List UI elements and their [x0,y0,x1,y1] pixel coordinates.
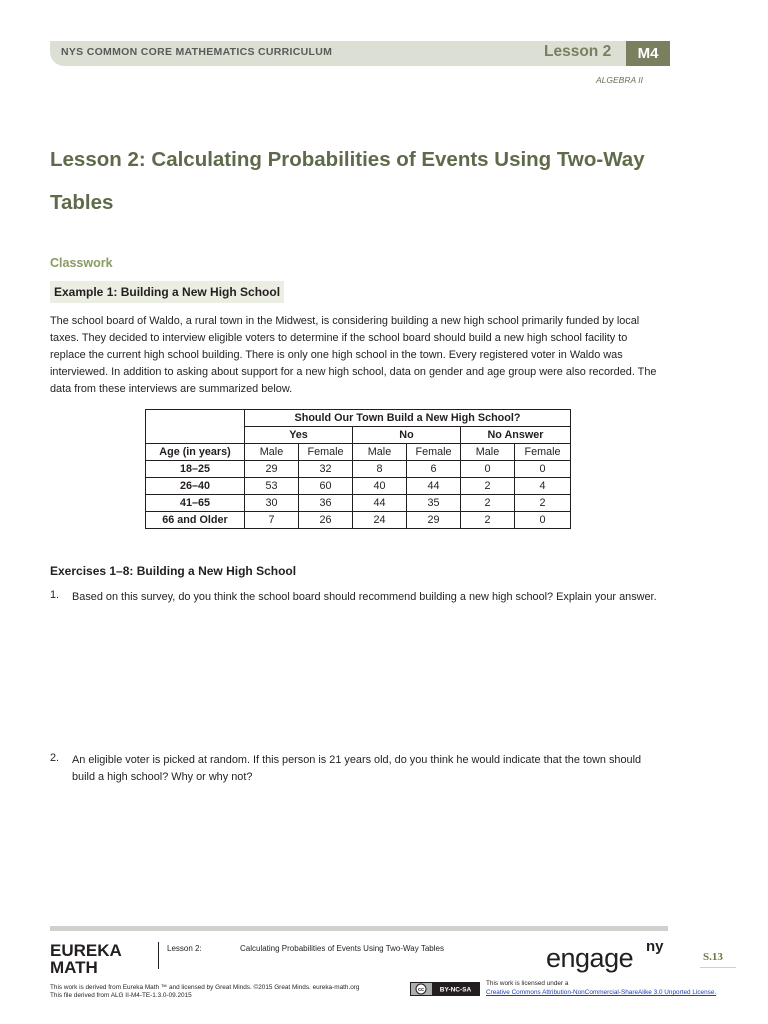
intro-paragraph: The school board of Waldo, a rural town in the Midwest, is considering building a new high school primarily funded by local taxes. They decided to interview eligible voters to determine if the school board should build a new high school facility to replace the current high school building. There is only one high school in the town. Every registered voter in Waldo was interviewed. In addition to asking about support for a new high school, data on gender and age group were also recorded. The data from these interviews are summarized below. [50,315,657,395]
page-title-line1: Lesson 2: Calculating Probabilities of Events Using Two-Way [50,148,645,171]
lesson-label: Lesson 2 [544,43,612,60]
engageny-sup: ny [646,938,664,955]
count-cell: 60 [299,478,353,495]
count-cell: 6 [407,461,461,478]
engageny-logo [546,943,633,974]
age-cell: 41–65 [146,495,245,512]
svg-text:MATH: MATH [50,958,98,975]
table-caption: Should Our Town Build a New High School? [245,410,571,427]
derived-notice-2: This file derived from ALG II-M4-TE-1.3.0-09.2015 [50,992,192,999]
count-cell: 0 [461,461,515,478]
count-cell: 7 [245,512,299,529]
footer-lesson-label: Lesson 2: [167,944,202,953]
count-cell: 0 [515,512,571,529]
survey-table [145,409,571,529]
count-cell: 29 [407,512,461,529]
footer-rule [50,926,668,931]
eureka-math-logo [50,941,130,975]
count-cell: 2 [515,495,571,512]
page-number: S.13 [703,951,723,963]
count-cell: 44 [353,495,407,512]
subheader: Female [515,444,571,461]
count-cell: 30 [245,495,299,512]
count-cell: 24 [353,512,407,529]
table-row [146,495,571,512]
footer-lesson-title: Calculating Probabilities of Events Using Two-Way Tables [240,944,444,953]
count-cell: 32 [299,461,353,478]
count-cell: 2 [461,495,515,512]
page-title [50,138,670,224]
page-number-rule [700,967,736,968]
table-row [146,461,571,478]
count-cell: 35 [407,495,461,512]
table-row [146,478,571,495]
count-cell: 26 [299,512,353,529]
count-cell: 36 [299,495,353,512]
svg-text:BY-NC-SA: BY-NC-SA [439,986,472,994]
license-notice: This work is licensed under a [486,980,569,987]
age-cell: 26–40 [146,478,245,495]
subject-label: ALGEBRA II [596,75,643,85]
page-title-line2: Tables [50,191,114,214]
row-header-label: Age (in years) [146,444,245,461]
subheader: Male [461,444,515,461]
count-cell: 2 [461,478,515,495]
count-cell: 40 [353,478,407,495]
subheader: Female [407,444,461,461]
derived-notice-1: This work is derived from Eureka Math ™ and licensed by Great Minds. ©2015 Great Minds. eureka-math.org [50,984,360,991]
count-cell: 8 [353,461,407,478]
cc-license-badge[interactable] [410,982,480,996]
group-header-yes: Yes [245,427,353,444]
count-cell: 2 [461,512,515,529]
question-number: 1. [50,589,60,601]
exercises-heading: Exercises 1–8: Building a New High School [50,564,297,578]
table-row [146,512,571,529]
question-text: An eligible voter is picked at random. If this person is 21 years old, do you think he would indicate that the town should build a high school? Why or why not? [72,754,642,783]
count-cell: 0 [515,461,571,478]
subheader: Male [245,444,299,461]
module-badge: M4 [626,41,670,66]
count-cell: 29 [245,461,299,478]
age-cell: 66 and Older [146,512,245,529]
question-number: 2. [50,752,60,764]
group-header-no: No [353,427,461,444]
curriculum-label: NYS COMMON CORE MATHEMATICS CURRICULUM [61,46,333,58]
example-heading: Example 1: Building a New High School [50,281,284,303]
subheader: Male [353,444,407,461]
subheader: Female [299,444,353,461]
question-text: Based on this survey, do you think the school board should recommend building a new high school? Explain your answer. [72,591,657,603]
license-link[interactable]: Creative Commons Attribution-NonCommercial-ShareAlike 3.0 Unported License. [486,989,717,996]
table-corner-cell [146,410,245,444]
age-cell: 18–25 [146,461,245,478]
count-cell: 44 [407,478,461,495]
group-header-no-answer: No Answer [461,427,571,444]
count-cell: 4 [515,478,571,495]
engage-text: engage [546,943,634,973]
count-cell: 53 [245,478,299,495]
svg-text:EUREKA: EUREKA [50,941,122,960]
footer-divider [158,942,159,969]
classwork-heading: Classwork [50,256,113,270]
svg-text:cc: cc [417,987,425,994]
license-link-wrap [486,989,716,997]
